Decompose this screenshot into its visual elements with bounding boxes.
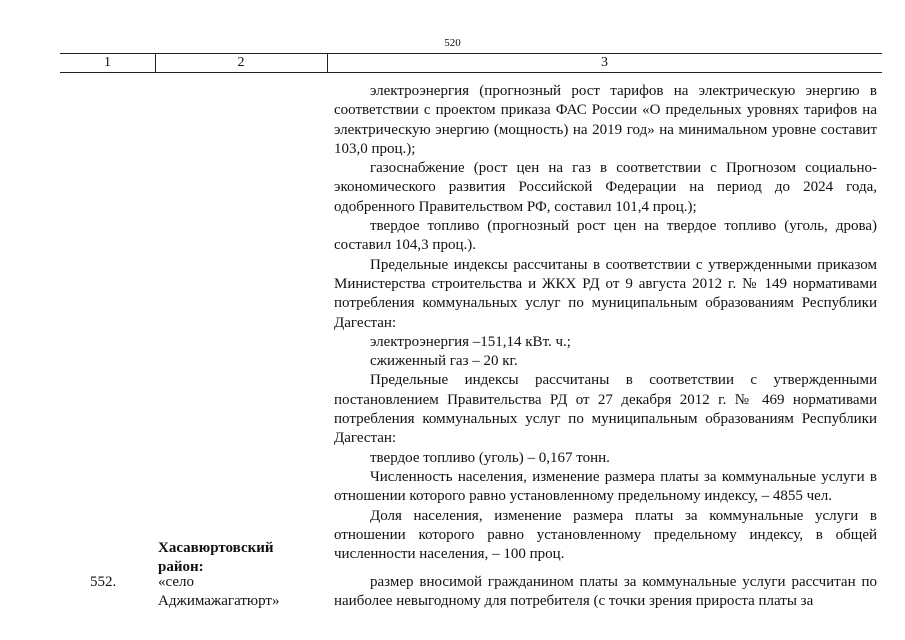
region-heading-line-1: Хасавюртовский xyxy=(158,540,274,556)
row-description-block xyxy=(334,573,877,612)
table-header-row xyxy=(60,53,882,73)
paragraph-solid-fuel-norm: твердое топливо (уголь) – 0,167 тонн. xyxy=(370,449,610,466)
region-heading xyxy=(158,539,274,577)
paragraph-solid-fuel: твердое топливо (прогнозный рост цен на твердое топливо (уголь, дрова) составил 104,3 проц.). xyxy=(334,218,877,254)
region-heading-line-2: район: xyxy=(158,559,204,575)
row-number: 552. xyxy=(90,574,117,590)
column-divider-1 xyxy=(155,53,156,73)
paragraph-indices-resolution-469: Предельные индексы рассчитаны в соответствии с утвержденными постановлением Правительства РД от 27 декабря 2012 г. № 469 нормативами потребления коммунальных услуг по муниципальным образованиям Республики Дагестан: xyxy=(334,372,877,447)
paragraph-row-description: размер вносимой гражданином платы за коммунальные услуги рассчитан по наиболее невыгодному для потребителя (с точки зрения прироста платы за xyxy=(334,574,877,610)
header-col-3: 3 xyxy=(601,55,608,70)
header-col-2: 2 xyxy=(237,55,245,70)
column-divider-2 xyxy=(327,53,328,73)
paragraph-electricity-norm: электроэнергия –151,14 кВт. ч.; xyxy=(370,333,571,350)
main-text-block xyxy=(334,82,877,564)
paragraph-gas-supply: газоснабжение (рост цен на газ в соответствии с Прогнозом социально-экономического развития Российской Федерации на период до 2024 года, одобренного Правительством РФ, составил 101,4 проц.); xyxy=(334,160,877,215)
paragraph-population-share: Доля населения, изменение размера платы за коммунальные услуги в отношении которого равно установленному предельному индексу, в общей численности населения, – 100 проц. xyxy=(334,507,877,563)
page-number: 520 xyxy=(444,37,461,49)
paragraph-liquefied-gas-norm: сжиженный газ – 20 кг. xyxy=(370,353,518,370)
header-col-1: 1 xyxy=(104,55,111,70)
paragraph-population-count: Численность населения, изменение размера платы за коммунальные услуги в отношении которого равно установленному предельному индексу, – 4855 чел. xyxy=(334,468,877,505)
row-settlement-name-line-2: Аджимажагатюрт» xyxy=(158,593,280,609)
row-settlement-name-line-1: «село xyxy=(158,574,194,590)
paragraph-indices-order-149: Предельные индексы рассчитаны в соответствии с утвержденными приказом Министерства строительства и ЖКХ РД от 9 августа 2012 г. № 149 нормативами потребления коммунальных услуг по муниципальным образованиям Республики Дагестан: xyxy=(334,256,877,331)
row-settlement-name xyxy=(158,573,279,611)
paragraph-electricity-forecast: электроэнергия (прогнозный рост тарифов на электрическую энергию в соответствии с проектом приказа ФАС России «О предельных уровнях тарифов на электрическую энергию (мощность) на 2019 год» на минимальном уровне составит 103,0 проц.); xyxy=(334,83,877,157)
